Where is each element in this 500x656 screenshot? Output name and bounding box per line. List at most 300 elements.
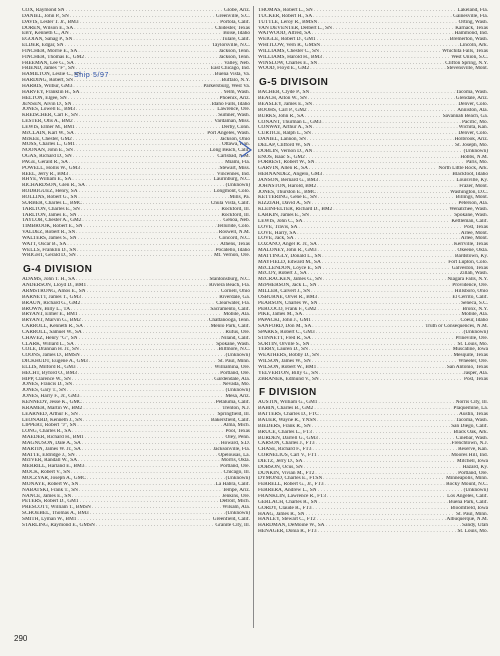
crew-name: JOHNSTON, Harold, BM2 (258, 183, 317, 189)
crew-name: FERRELL, Robert G., Jr., FT3 (258, 482, 324, 488)
crew-name: PIKE, James M., SA (258, 312, 303, 318)
crew-name: KREISCHER, Carl F., SN (22, 113, 78, 119)
hometown: Portland, Ore. (458, 470, 488, 476)
hometown: Opelousas, La. (218, 452, 250, 458)
crew-name: STARLING, Raymond E., GMSN (22, 522, 95, 528)
hometown: San Diego, Calif. (451, 423, 488, 429)
hometown: Prineville, Ore. (455, 335, 488, 341)
hometown: (Unknown) (225, 475, 250, 481)
crew-name: KETTERING, Gene E., SN (258, 195, 317, 201)
hometown: Stantonsburg, N.C. (209, 277, 250, 283)
hometown: Bloomfield, Iowa (450, 505, 488, 511)
crew-name: WILSON, James W., SN (258, 359, 311, 365)
crew-name: TUTTLE, Leroy R., BMSN (258, 19, 318, 25)
roster-entry (22, 253, 250, 259)
hometown: Arlee, Mont. (460, 230, 488, 236)
hometown: Hillsboro, Ohio (454, 288, 488, 294)
hometown: Stewart, Miss. (219, 165, 250, 171)
crew-name: JANSON, Bernard G., BM3 (258, 177, 319, 183)
crew-name: HELTON, Elgee, SN (22, 95, 67, 101)
hometown: Plaquemine, La. (453, 406, 488, 412)
hometown: Coeur, Idaho (460, 318, 488, 324)
crew-name: TIMBROOK, Robert E., SN (22, 224, 83, 230)
crew-name: BURKS, John R., SA (258, 113, 304, 119)
crew-name: BACHER, Clyde P., SN (258, 90, 310, 96)
hometown: Black Oak, Ark. (453, 429, 488, 435)
crew-name: VALDEZ, Robert R., SN (22, 230, 76, 236)
hometown: Los Angeles, Calif. (447, 493, 488, 499)
leader-dots (318, 529, 457, 535)
hometown: Sacramento, Calif. (210, 306, 250, 312)
hometown: Mills, Pa. (229, 195, 250, 200)
crew-name: MOSS, Charles L., GM1 (22, 142, 75, 148)
hometown: Buena Vista, Va. (214, 72, 250, 78)
hometown: Kettleman, Calif. (451, 218, 488, 224)
hometown: Washington, D.C. (450, 189, 488, 195)
hometown: Jenkins, Ore. (222, 493, 250, 499)
crew-name: WILLIAMS, Harold H., BM3 (258, 54, 322, 60)
crew-name: MONAYE, Robert W., SN (22, 481, 79, 487)
hometown: Tacoma, Wash. (455, 418, 488, 423)
hometown: Carlsbad, N.M. (217, 154, 250, 160)
handwritten-stamp: Ship 5/97 (74, 72, 109, 79)
hometown: Moores Hill, Ind. (451, 453, 488, 459)
crew-name: SURTIN, Orville S., SN (258, 341, 310, 347)
crew-name: LESTER, Otis A., BM2 (22, 119, 73, 125)
hometown: Lakeland, Fla. (457, 8, 488, 13)
roster-entry (258, 377, 488, 383)
hometown: Chattanooga, Tenn. (208, 318, 250, 324)
hometown: El Cerrito, Calif. (452, 294, 488, 300)
hometown: Phoenix, Ariz. (219, 95, 250, 101)
hometown: Billings, Mont. (455, 195, 488, 201)
hometown: Spokane, Wash. (216, 341, 250, 347)
hometown: Orting, Wash. (458, 19, 488, 25)
crew-name: WRIGHT, Gerald D., SN (22, 253, 76, 259)
crew-name: CHASE, Richard F., FT3 (258, 447, 312, 453)
crew-name: REEL, Jerry R., BM3 (22, 171, 69, 177)
hometown: Howard, S.D. (220, 440, 250, 446)
crew-name: LOVE, Jack, SA (258, 236, 294, 242)
leader-dots (96, 523, 214, 529)
hometown: Austin, Texas (459, 412, 488, 418)
crew-name: CONANT, Thurman L., GM3 (258, 119, 322, 125)
roster-entry (22, 523, 250, 529)
hometown: East Chicago, Ind. (210, 66, 250, 72)
hometown: (Unknown) (463, 488, 488, 494)
hometown: Wichita, Kan. (458, 125, 488, 131)
roster-entry (258, 66, 488, 72)
crew-name: MAGNUSON, Dale A., SA (22, 440, 81, 446)
crew-name: DAVIS, Lester T. Jr., BM3 (22, 19, 79, 25)
hometown: Clearwater, Fla. (216, 300, 250, 306)
crew-name: POWELL, Hollis W., GM3 (22, 165, 80, 171)
hometown: Parkersburg, West Va. (203, 83, 250, 89)
crew-name: HECHT, Byford O., BM3 (22, 370, 77, 376)
crew-name: PAPACKI, John J., GM1 (258, 318, 311, 324)
hometown: Nevada, Mo. (222, 382, 250, 388)
division-heading: F DIVISION (259, 387, 317, 399)
crew-name: KENNEDY, Jesse K., GMC (22, 400, 82, 405)
hometown: Truth or Consequences, N.M. (425, 324, 488, 330)
crew-name: LOVE, Travis, SA (258, 224, 298, 230)
hometown: Idaho Falls, Idaho (211, 101, 250, 107)
crew-name: WATT, Oscar B., SA (22, 241, 67, 247)
hometown: Rockford, Ill. (221, 206, 250, 212)
hometown: Roswell, N.M. (218, 230, 250, 236)
hometown: Oley, Penn. (225, 435, 250, 441)
hometown: Hazard, Ky. (462, 464, 488, 470)
hometown: Taylorsville, N.C. (212, 43, 250, 49)
crew-name: HARDING, Robert, SN (22, 78, 73, 84)
hometown: Portola, Calif. (220, 19, 250, 25)
hometown: Lawrence, Ore. (217, 107, 250, 113)
hometown: Petaluma, Calif. (215, 400, 250, 405)
hometown: San Antonio, Texas (446, 364, 488, 370)
pencil-checkmark-icon (237, 138, 255, 160)
hometown: Sumner, Wash. (218, 113, 250, 119)
crew-name: EGOIAN, Sahag P., SN (22, 37, 73, 43)
crew-name: WEATHERS, Bobby D., SN (258, 353, 319, 359)
hometown: Kerrville, Texas (454, 242, 488, 248)
hometown: Jacksonville, Fla. (213, 446, 250, 452)
hometown: (Unknown) (225, 388, 250, 394)
hometown: Providence, Ore. (452, 283, 488, 289)
crew-name: SMITH, Lyman W., BM1 (22, 516, 77, 522)
crew-name: GERLACH, Charles R., SN (258, 499, 318, 505)
hometown: Rocky Mount, N.C. (446, 482, 488, 488)
crew-name: PERCOCO, Frank F., GM2 (258, 306, 317, 312)
hometown: (Unknown) (225, 183, 250, 189)
crew-name: GARVIN, Allen R., SA (258, 166, 308, 172)
crew-name: RHYE, William E., SA (22, 177, 72, 183)
crew-name: DANIEL, John P., SN (22, 13, 69, 19)
crew-name: JONES, Gary T., SN (22, 388, 66, 394)
hometown: Mesa, Ariz. (225, 394, 250, 400)
hometown: Buena Park, Calif. (448, 499, 488, 505)
crew-name: DYMOND, Charles E., FTSN (258, 476, 323, 482)
hometown: Tacoma, Wash. (455, 90, 488, 96)
crew-name: FINCHER, Thomas E., GM2 (22, 54, 84, 60)
crew-name: RODRIGUEZ, Henry, SA (22, 189, 78, 195)
hometown: Portland, Ore. (220, 464, 250, 470)
crew-name: AUSTIN, William G., GM1 (258, 400, 318, 406)
hometown: Bakersfield, Calif. (211, 417, 250, 423)
division-section (258, 77, 488, 382)
crew-name: DICKHUDT, Eugene A., GM3 (22, 359, 88, 365)
hometown: Buffalo, N.Y. (221, 78, 250, 84)
hometown: Peterson, Ala. (458, 201, 488, 207)
division-section (22, 264, 250, 528)
hometown: Muscatine, Iowa (452, 347, 488, 353)
crew-name: GORDY, Claude R., FT3 (258, 505, 312, 511)
hometown: Jackson, Tenn. (218, 48, 250, 54)
hometown: Mobile, Ala. (461, 312, 488, 318)
crew-name: HARDMAN, DeMoine W., SA (258, 523, 325, 529)
division-heading: G-4 DIVISION (23, 264, 93, 276)
crew-name: WILSON, Robert W., BM1 (258, 364, 317, 370)
hometown: Karnack, Texas (455, 25, 488, 31)
hometown: Riviera Beach, Fla. (209, 283, 250, 289)
crew-name: ELDER, Edgar, SN (22, 43, 64, 49)
crew-name: SANFORD, Don M., SA (258, 324, 312, 330)
crew-name: BROWN, Billy L., TA (22, 306, 71, 312)
crew-name: DELAP, Clifford W., SN (258, 142, 311, 148)
crew-name: TERRY, Lauren D., SN (258, 347, 308, 353)
crew-name: TARLTON, Charles E., SN (22, 206, 80, 212)
hometown: Riverdale, Ga. (219, 294, 250, 300)
crew-name: JONES, Francis D., SN (22, 382, 73, 388)
crew-name: WEIGLE, Robert D., GM1 (258, 37, 316, 43)
hometown: Chicago, Ill. (223, 470, 250, 476)
crew-name: DIETZ, Jerry D., SA (258, 458, 303, 464)
hometown: St. Paul, Minn. (456, 511, 488, 517)
hometown: Mesquite, Texas (453, 353, 488, 359)
crew-name: BIEDERS, Frank R., SN (258, 423, 311, 429)
crew-name: NANCE, James E., SN (22, 493, 72, 499)
crew-name: COONS, James D., BMSN (22, 353, 80, 359)
crew-name: BRYANT, Elmer E., BM1 (22, 312, 78, 318)
crew-name: TUCKER, Robert H., SA (258, 13, 313, 19)
crew-name: LEONARD, Kenneth J., SN (22, 417, 83, 423)
crew-name: BATTERS, Charles D., FTC (258, 412, 319, 418)
hometown: Chula Vista, Calif. (210, 200, 250, 206)
crew-name: BEACH, Alton W., SN (258, 96, 307, 102)
hometown: Longmont, Colo. (213, 189, 250, 195)
crew-name: BEASLEY, James E., SN (258, 101, 313, 107)
crew-name: SPARKS, Robert C., GM3 (258, 329, 315, 335)
crew-name: DOBSON, Ocus, SN (258, 464, 303, 470)
hometown: Port Angeles, Wash. (207, 130, 250, 136)
crew-name: OGAS, Richard D., SN (22, 154, 72, 160)
crew-name: McCRACKEN, James G., SN (258, 277, 322, 283)
crew-name: PRESCOTT, William T., BMSN (22, 505, 91, 511)
hometown: Zillah, Wash. (459, 271, 488, 277)
crew-name: DOREN, Wilson E., SA (22, 25, 74, 31)
division-section (258, 8, 488, 72)
crew-name: VAN DEVENTER, Delbert L., SN (258, 25, 332, 31)
crew-name: FREEMAN, Lee G., SA (22, 60, 74, 66)
crew-name: PEARSON, Charles W., SN (258, 300, 318, 306)
hometown: Jackson, Tenn. (218, 54, 250, 60)
crew-name: MOCK, Robert V., SN (22, 470, 71, 476)
crew-name: BURDEN, Darrell G., GM3 (258, 435, 318, 441)
roster-entry (258, 529, 488, 535)
hometown: Pocatello, Idaho (215, 247, 250, 253)
hometown: La Habra, Calif. (215, 481, 250, 487)
crew-name: ZBRANEK, Edmund V., SN (258, 376, 319, 382)
crew-name: NABATSKI, Frank T., SN (22, 487, 79, 493)
hometown: Paris, Mo. (466, 160, 488, 166)
crew-name: EBY, Kenneth C., AN (22, 31, 69, 37)
crew-name: FERRERA, Andrew L., SN (258, 488, 317, 494)
crew-name: BRUCE, Charles L., FT3 (258, 429, 312, 435)
hometown: Denver, Colo. (458, 101, 488, 107)
crew-name: KLEINFELTER, Richard D., BM2 (258, 207, 333, 213)
hometown: Tempe, Ariz. (222, 487, 250, 493)
hometown: Boise, Idaho (223, 31, 250, 37)
crew-name: BARNETT, James T., GM3 (22, 294, 81, 300)
crew-name: CORNELIUS, Carl V., FT1 (258, 453, 317, 459)
crew-name: MERRILL, Harland E., BM3 (22, 464, 85, 470)
hometown: Ottawa, Kan. (221, 142, 250, 148)
hometown: Gardendale, Ala. (214, 376, 250, 382)
crew-name: YELVERTON, Billy G., SN (258, 370, 319, 376)
hometown: Minneapolis, Minn. (446, 476, 488, 482)
hometown: Wenatchee, Wash. (449, 207, 488, 213)
hometown: Holbrook, Ariz. (454, 137, 488, 143)
crew-name: LOZANO, Angel R. Jr., SA (258, 242, 317, 248)
hometown: St. Louis, Mo. (457, 529, 488, 535)
crew-name: BRAUN, Richard G., GM2 (22, 300, 81, 306)
crew-name: PAGE, Gerald R., SA (22, 159, 69, 165)
crew-name: CHAVEZ, Henry "G", SN (22, 335, 78, 341)
leader-dots (77, 253, 213, 259)
crew-name: BABIN, Charles B., GM2 (258, 406, 314, 412)
hometown: (Unknown) (225, 353, 250, 359)
crew-name: WATWOOD, Alfred, SA (258, 31, 311, 37)
crew-name: MARTIN, James W. Jr., SA (22, 446, 81, 452)
hometown: Vardaman, Miss. (214, 119, 250, 125)
hometown: Fort Lupton, Colo. (448, 259, 488, 265)
crew-name: ANDERSON, Lloyd D., BM1 (22, 283, 87, 289)
crew-name: HIPP, Clarence W., SN (22, 376, 71, 382)
crew-name: MAYFIELD, Edward M., SA (258, 259, 321, 265)
crew-name: SURBER, Charles L., BMC (22, 200, 82, 206)
hometown: Post, Texas (464, 224, 488, 230)
hometown: Hammond, Ind. (454, 31, 488, 37)
crew-name: ARMSTRONG, Amos E., SN (22, 288, 86, 294)
crew-name: FRIEND, James "F", SN (22, 66, 75, 72)
crew-name: HERNANDEZ, Angelo, GM3 (258, 172, 323, 178)
hometown: Louisville, Ky. (456, 177, 488, 183)
crew-name: MAEDER, Richard H., BM1 (22, 435, 84, 441)
crew-name: MATTINGLY, Donald L., SN (258, 253, 322, 259)
crew-name: WINSLOW, Charles E., SN (258, 60, 318, 66)
crew-name: COLE, Drannan H. Jr., SN (22, 347, 79, 353)
hometown: Cornell, Ohio (220, 288, 250, 294)
hometown: Genoa, Neb. (223, 218, 250, 224)
hometown: St. Joseph, Mo. (455, 142, 488, 148)
hometown: Anniston, Ala. (457, 107, 488, 113)
crew-name: KIZZIAH, David A., SN (258, 201, 311, 207)
crew-name: OSBURNE, Orvel R., BM3 (258, 294, 318, 300)
crew-name: ADAMS, John T. H., SA (22, 277, 76, 283)
hometown: Hobbs, N.M. (460, 154, 488, 160)
hometown: Tulare, Calif. (221, 37, 250, 43)
hometown: Lincoln, Ark. (459, 43, 488, 49)
hometown: Frazer, Mont. (459, 183, 488, 189)
hometown: Arlee, Mont. (460, 236, 488, 242)
crew-name: ENOS, Isaac S., GM2 (258, 154, 305, 160)
crew-name: WILLIAMS, Chester C., SN (258, 48, 319, 54)
crew-name: CARROLL, Samuel W., SA (22, 329, 82, 335)
hometown: Portland, Ore. (220, 370, 250, 376)
hometown: Reserve, Kan. (458, 447, 488, 453)
hometown: Globe, Ariz. (223, 8, 250, 13)
hometown: St. Paul, Minn. (218, 359, 250, 365)
hometown: Athens, Texas (220, 241, 250, 247)
crew-name: ELLIS, Milford R., GM3 (22, 364, 76, 370)
hometown: Long Beach, Calif. (209, 148, 250, 154)
crew-name: FINCHER, Morrie E., SA (22, 48, 78, 54)
hometown: Norris City, Ill. (455, 400, 488, 406)
crew-name: McCLAIN, Karl W., SA (22, 130, 74, 136)
hometown: Wheeler, Ore. (458, 359, 488, 365)
hometown: Frenchtown, N.J. (451, 441, 488, 447)
crew-name: NOONAN, John E., SN (22, 148, 73, 154)
hometown: St. Louis, Mo. (457, 341, 488, 347)
crew-name: KRAMER, Martin W., BM2 (22, 405, 83, 411)
hometown: Greenville, S.C. (215, 13, 250, 19)
hometown: Trenton, N.J. (222, 405, 250, 411)
crew-name: LARKIN, James E., SN (258, 213, 309, 218)
hometown: Bardstown, Ky. (454, 253, 488, 259)
hometown: Bremerton, Wash. (449, 37, 488, 43)
crew-name: McPHERSON, Jack L., SN (258, 283, 317, 289)
hometown: Albuquerque, N.M. (446, 517, 488, 523)
crew-name: JENSEN, Alvin D., SN (22, 101, 72, 107)
crew-name: PETERS, Robert D., GM1 (22, 499, 79, 505)
hometown: Pacific, Mo. (461, 119, 488, 125)
crew-name: FRANKLIN, Lawrence R., FT3 (258, 493, 326, 499)
hometown: Granite City, Ill. (215, 522, 250, 528)
crew-name: WELLS, Franklin D., SN (22, 247, 77, 253)
hometown: Whichita Falls, Texas (442, 48, 488, 54)
crew-name: RICHARDSON, Glen R., SA (22, 183, 85, 189)
crew-name: TAYLOR, Chester A., GM2 (22, 218, 82, 224)
crew-name: HANLEY, Stewart C., FT2 (258, 517, 316, 523)
hometown: Niagara Falls, N.Y. (447, 277, 488, 283)
hometown: Clifton Spring, N.Y. (445, 60, 488, 66)
hometown: Denver, Colo. (458, 131, 488, 137)
crew-name: BOOHS, Carl P., GM2 (258, 107, 307, 113)
crew-name: TARLTON, James E., SN (22, 212, 77, 218)
crew-name: SCHOEBEL, Thomas A., BM3 (22, 511, 89, 517)
crew-name: THOMAS, Robert L., SN (258, 8, 313, 13)
crew-name: LEARNED, Arthur F., SN (22, 411, 78, 417)
crew-name: FORREST, Robert W., SN (258, 160, 315, 166)
crew-name: JONES, Thurston E., BMC (258, 189, 316, 195)
hometown: West Union, S.C. (451, 54, 488, 60)
hometown: Vincennes, Ind. (216, 171, 250, 177)
hometown: Niland, Calif. (221, 335, 250, 341)
hometown: Gainesville, Fla. (453, 13, 488, 19)
hometown: Derby, Conn. (221, 124, 250, 130)
hometown: Concord, N.C. (219, 235, 250, 241)
hometown: Williamina, Ore. (214, 364, 250, 370)
hometown: Mobile, Ala. (223, 312, 250, 318)
crew-name: CONWAY, Arthur A., SN (258, 125, 313, 131)
hometown: Springfield, Ill. (217, 411, 250, 417)
hometown: Miami, Fla. (225, 159, 250, 165)
crew-name: BRYANT, Marvin G., BM2 (22, 318, 81, 324)
crew-name: LONG, Charles R., SA (22, 429, 72, 435)
hometown: Greenfield, Calif. (212, 516, 250, 522)
hometown: North Little Rock, Ark. (438, 166, 488, 172)
division-heading: G-5 DIVISOIN (259, 77, 329, 89)
hometown: Stevensville, Mont. (446, 66, 488, 72)
hometown: Laurinburg, N.C. (213, 177, 250, 183)
crew-name: McKEE, Chester, GM2 (22, 136, 72, 142)
leader-dots (310, 66, 445, 72)
hometown: Cinebar, Wash. (455, 435, 488, 441)
hometown: (Unknown) (225, 511, 250, 517)
crew-name: CARROLL, Kenneth R., SA (22, 324, 83, 330)
crew-name: LEWIS, Elmer M., BM1 (22, 124, 75, 130)
hometown: Rufus, Ore. (225, 329, 250, 335)
hometown: (Unknown) (463, 148, 488, 154)
